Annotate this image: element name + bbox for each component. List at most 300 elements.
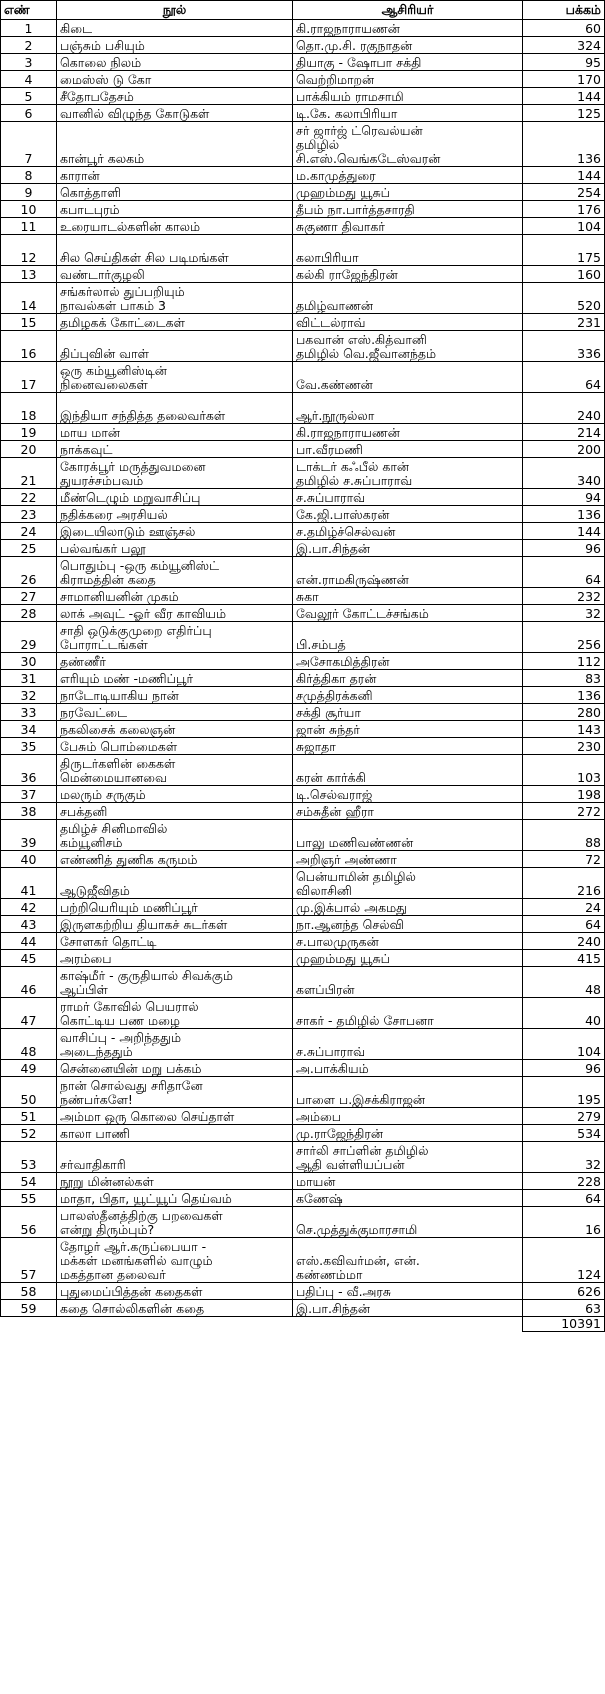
book-title-line: ஆப்பிள்: [60, 982, 108, 997]
page-count: 198: [523, 786, 605, 803]
page-count: 96: [523, 1060, 605, 1077]
book-title-line: சில செய்திகள் சில படிமங்கள்: [60, 250, 229, 265]
page-count: 170: [523, 71, 605, 88]
table-row: [1, 122, 605, 167]
book-title-line: நதிக்கரை அரசியல்: [60, 507, 168, 522]
book-author-line: தீபம் நா.பார்த்தசாரதி: [296, 202, 415, 217]
book-title: [57, 967, 293, 998]
row-number: 53: [1, 1142, 57, 1173]
row-number: 23: [1, 506, 57, 523]
table-row: [1, 314, 605, 331]
book-title: [57, 670, 293, 687]
page-count: 72: [523, 851, 605, 868]
row-number: 25: [1, 540, 57, 557]
book-title-line: சாமானியனின் முகம்: [60, 589, 179, 604]
book-author-line: கலாபிரியா: [296, 250, 359, 265]
page-count: 175: [523, 235, 605, 266]
book-title-line: வண்டார்குழலி: [60, 267, 145, 282]
book-author-line: சுகுணா திவாகர்: [296, 219, 385, 234]
page-count: 104: [523, 218, 605, 235]
book-title-line: கொட்டிய பண மழை: [60, 1013, 180, 1028]
page-count: 228: [523, 1173, 605, 1190]
book-author-line: களப்பிரன்: [296, 982, 355, 997]
row-number: 49: [1, 1060, 57, 1077]
book-author: [293, 933, 523, 950]
book-author: [293, 588, 523, 605]
book-author-line: கே.ஜி.பாஸ்கரன்: [296, 507, 390, 522]
total-spacer: [1, 1317, 57, 1332]
row-number: 17: [1, 362, 57, 393]
book-title: [57, 998, 293, 1029]
book-author-line: மு.இக்பால் அகமது: [296, 900, 407, 915]
row-number: 5: [1, 88, 57, 105]
book-author-line: ச.சுப்பாராவ்: [296, 1044, 366, 1059]
book-title-line: பல்வங்கர் பலூ: [60, 541, 146, 556]
table-row: [1, 967, 605, 998]
row-number: 16: [1, 331, 57, 362]
book-author-line: ஜான் சுந்தர்: [296, 722, 360, 737]
book-title-line: தண்ணீர்: [60, 654, 106, 669]
book-author-line: தமிழில் வெ.ஜீவானந்தம்: [296, 346, 437, 361]
row-number: 56: [1, 1207, 57, 1238]
page-count: 214: [523, 424, 605, 441]
table-row: [1, 868, 605, 899]
book-author-line: கண்ணம்மா: [296, 1267, 363, 1282]
row-number: 13: [1, 266, 57, 283]
book-title-line: கொத்தாளி: [60, 185, 121, 200]
table-row: [1, 1173, 605, 1190]
row-number: 30: [1, 653, 57, 670]
book-title: [57, 899, 293, 916]
book-author: [293, 622, 523, 653]
book-author: [293, 122, 523, 167]
row-number: 7: [1, 122, 57, 167]
page-count: 125: [523, 105, 605, 122]
row-number: 20: [1, 441, 57, 458]
table-row: [1, 653, 605, 670]
table-row: [1, 1207, 605, 1238]
page-count: 88: [523, 820, 605, 851]
book-title: [57, 489, 293, 506]
page-count: 96: [523, 540, 605, 557]
table-row: [1, 557, 605, 588]
row-number: 44: [1, 933, 57, 950]
book-title: [57, 362, 293, 393]
book-title-line: தமிழகக் கோட்டைகள்: [60, 315, 185, 330]
page-count: 200: [523, 441, 605, 458]
book-title: [57, 458, 293, 489]
row-number: 26: [1, 557, 57, 588]
book-author-line: ஆர்.நூருல்லா: [296, 408, 375, 423]
book-author: [293, 670, 523, 687]
book-title-line: கபாடபுரம்: [60, 202, 120, 217]
book-title-line: வாசிப்பு - அறிந்ததும்: [60, 1030, 182, 1045]
book-author: [293, 362, 523, 393]
book-title: [57, 37, 293, 54]
book-author-line: வே.கண்ணன்: [296, 377, 373, 392]
row-number: 31: [1, 670, 57, 687]
table-row: [1, 362, 605, 393]
book-author-line: தமிழில்: [296, 137, 340, 152]
row-number: 19: [1, 424, 57, 441]
book-author: [293, 266, 523, 283]
row-number: 52: [1, 1125, 57, 1142]
book-title: [57, 88, 293, 105]
row-number: 27: [1, 588, 57, 605]
page-count: 144: [523, 167, 605, 184]
book-title-line: கிடை: [60, 21, 93, 36]
page-count: 124: [523, 1238, 605, 1283]
book-author-line: சமுத்திரக்கனி: [296, 688, 373, 703]
page-count: 254: [523, 184, 605, 201]
book-author: [293, 506, 523, 523]
book-author-line: டாக்டர் கஃபீல் கான்: [296, 459, 410, 474]
row-number: 1: [1, 20, 57, 37]
book-title-line: சபக்தனி: [60, 804, 108, 819]
page-count: 64: [523, 1190, 605, 1207]
book-author-line: முஹம்மது யூசுப்: [296, 185, 390, 200]
book-title: [57, 105, 293, 122]
book-author: [293, 1283, 523, 1300]
book-title: [57, 1029, 293, 1060]
table-row: [1, 540, 605, 557]
book-title-line: நாடோடியாகிய நான்: [60, 688, 179, 703]
book-title: [57, 424, 293, 441]
book-title-line: தமிழ்ச் சினிமாவில்: [60, 821, 168, 836]
book-title-line: காரான்: [60, 168, 100, 183]
row-number: 18: [1, 393, 57, 424]
book-title: [57, 314, 293, 331]
header-title: நூல்: [57, 1, 293, 20]
table-row: [1, 687, 605, 704]
book-title: [57, 786, 293, 803]
table-row: [1, 105, 605, 122]
book-title: [57, 704, 293, 721]
book-title-line: சாதி ஒடுக்குமுறை எதிர்ப்பு: [60, 623, 212, 638]
book-title-line: போராட்டங்கள்: [60, 637, 148, 652]
book-title: [57, 1283, 293, 1300]
page-count: 240: [523, 393, 605, 424]
table-row: [1, 331, 605, 362]
book-author-line: பதிப்பு - வீ.அரசு: [296, 1284, 392, 1299]
book-title: [57, 540, 293, 557]
book-author: [293, 1238, 523, 1283]
book-title: [57, 1207, 293, 1238]
table-row: [1, 1077, 605, 1108]
page-count: 63: [523, 1300, 605, 1317]
book-title-line: ஆடுஜீவிதம்: [60, 883, 130, 898]
book-author: [293, 738, 523, 755]
book-author: [293, 458, 523, 489]
row-number: 39: [1, 820, 57, 851]
book-title: [57, 738, 293, 755]
book-title-line: பொதும்பு -ஒரு கம்யூனிஸ்ட்: [60, 558, 220, 573]
book-title: [57, 201, 293, 218]
book-title: [57, 235, 293, 266]
table-row: [1, 605, 605, 622]
total-spacer: [293, 1317, 523, 1332]
table-row: [1, 755, 605, 786]
table-row: [1, 1238, 605, 1283]
book-title-line: மென்மையானவை: [60, 770, 167, 785]
book-title: [57, 283, 293, 314]
book-author: [293, 314, 523, 331]
book-author-line: கி.ராஜநாராயணன்: [296, 21, 400, 36]
book-title-line: திருடர்களின் கைகள்: [60, 756, 176, 771]
row-number: 36: [1, 755, 57, 786]
row-number: 32: [1, 687, 57, 704]
page-count: 143: [523, 721, 605, 738]
book-title: [57, 622, 293, 653]
row-number: 21: [1, 458, 57, 489]
book-author-line: பா.வீரமணி: [296, 442, 363, 457]
book-title: [57, 557, 293, 588]
book-title: [57, 54, 293, 71]
row-number: 57: [1, 1238, 57, 1283]
page-count: 626: [523, 1283, 605, 1300]
book-title: [57, 441, 293, 458]
book-author: [293, 71, 523, 88]
book-title-line: நாக்கவுட்: [60, 442, 113, 457]
book-author-line: பாக்கியம் ராமசாமி: [296, 89, 404, 104]
book-title: [57, 721, 293, 738]
page-count: 231: [523, 314, 605, 331]
table-row: [1, 1029, 605, 1060]
book-title: [57, 588, 293, 605]
header-row: [1, 1, 605, 20]
book-title: [57, 653, 293, 670]
book-author: [293, 557, 523, 588]
page-count: 136: [523, 122, 605, 167]
book-author: [293, 1300, 523, 1317]
page-count: 24: [523, 899, 605, 916]
table-row: [1, 218, 605, 235]
book-author-line: பாளை ப.இசக்கிராஜன்: [296, 1092, 426, 1107]
book-title-line: மாய மான்: [60, 425, 120, 440]
book-title: [57, 851, 293, 868]
book-author-line: முஹம்மது யூசுப்: [296, 951, 390, 966]
table-row: [1, 721, 605, 738]
row-number: 8: [1, 167, 57, 184]
book-title-line: இருளகற்றிய தியாகச் சுடர்கள்: [60, 917, 228, 932]
row-number: 29: [1, 622, 57, 653]
book-author: [293, 1108, 523, 1125]
total-row: [1, 1317, 605, 1332]
header-number: எண்: [1, 1, 57, 20]
book-title-line: வானில் விழுந்த கோடுகள்: [60, 106, 210, 121]
book-author: [293, 605, 523, 622]
book-author: [293, 998, 523, 1029]
book-author: [293, 201, 523, 218]
book-author: [293, 1190, 523, 1207]
table-row: [1, 458, 605, 489]
book-author: [293, 950, 523, 967]
row-number: 40: [1, 851, 57, 868]
book-author-line: சம்சுதீன் ஹீரா: [296, 804, 374, 819]
table-row: [1, 1300, 605, 1317]
book-author: [293, 916, 523, 933]
page-count: 240: [523, 933, 605, 950]
row-number: 6: [1, 105, 57, 122]
page-count: 95: [523, 54, 605, 71]
table-row: [1, 738, 605, 755]
table-row: [1, 670, 605, 687]
page-count: 60: [523, 20, 605, 37]
row-number: 58: [1, 1283, 57, 1300]
book-title: [57, 1173, 293, 1190]
table-row: [1, 393, 605, 424]
row-number: 48: [1, 1029, 57, 1060]
row-number: 55: [1, 1190, 57, 1207]
book-title-line: லாக் அவுட் -ஓர் வீர காவியம்: [60, 606, 227, 621]
book-author: [293, 967, 523, 998]
row-number: 15: [1, 314, 57, 331]
book-title: [57, 755, 293, 786]
header-pages: பக்கம்: [523, 1, 605, 20]
page-count: 280: [523, 704, 605, 721]
table-row: [1, 167, 605, 184]
book-title-line: சங்கர்லால் துப்பறியும்: [60, 284, 185, 299]
table-row: [1, 441, 605, 458]
book-title: [57, 393, 293, 424]
row-number: 9: [1, 184, 57, 201]
book-title: [57, 1060, 293, 1077]
page-count: 232: [523, 588, 605, 605]
book-title: [57, 20, 293, 37]
book-title: [57, 820, 293, 851]
table-row: [1, 950, 605, 967]
page-count: 16: [523, 1207, 605, 1238]
book-author-line: அசோகமித்திரன்: [296, 654, 390, 669]
table-row: [1, 201, 605, 218]
book-author-line: ச.சுப்பாராவ்: [296, 490, 366, 505]
row-number: 2: [1, 37, 57, 54]
page-count: 195: [523, 1077, 605, 1108]
book-title-line: சர்வாதிகாரி: [60, 1157, 126, 1172]
row-number: 12: [1, 235, 57, 266]
page-count: 520: [523, 283, 605, 314]
book-author-line: ச.தமிழ்ச்செல்வன்: [296, 524, 396, 539]
book-author-line: நா.ஆனந்த செல்வி: [296, 917, 404, 932]
book-author-line: கல்கி ராஜேந்திரன்: [296, 267, 398, 282]
book-author: [293, 37, 523, 54]
book-title-line: காஷ்மீர் - குருதியால் சிவக்கும்: [60, 968, 233, 983]
table-row: [1, 266, 605, 283]
book-author: [293, 283, 523, 314]
book-title: [57, 605, 293, 622]
book-author-line: எஸ்.கவிவர்மன், என்.: [296, 1253, 420, 1268]
row-number: 3: [1, 54, 57, 71]
book-author: [293, 1077, 523, 1108]
book-title-line: என்று திரும்பும்?: [60, 1222, 155, 1237]
table-row: [1, 283, 605, 314]
table-row: [1, 1125, 605, 1142]
header-author: ஆசிரியர்: [293, 1, 523, 20]
page-count: 32: [523, 1142, 605, 1173]
book-title-line: நண்பர்களே!: [60, 1092, 133, 1107]
book-author-line: ஆதி வள்ளியப்பன்: [296, 1157, 405, 1172]
book-author-line: பி.சம்பத்: [296, 637, 346, 652]
book-author: [293, 653, 523, 670]
book-title: [57, 71, 293, 88]
book-author: [293, 755, 523, 786]
table-row: [1, 704, 605, 721]
row-number: 34: [1, 721, 57, 738]
book-author-line: விட்டல்ராவ்: [296, 315, 366, 330]
book-title: [57, 122, 293, 167]
book-title-line: கம்யூனிசம்: [60, 835, 123, 850]
book-title-line: ஒரு கம்யூனிஸ்டின்: [60, 363, 167, 378]
page-count: 216: [523, 868, 605, 899]
page-count: 160: [523, 266, 605, 283]
book-title-line: மக்கள் மனங்களில் வாழும்: [60, 1253, 213, 1268]
table-row: [1, 1142, 605, 1173]
book-title-line: காலா பாணி: [60, 1126, 130, 1141]
book-title-line: சென்னையின் மறு பக்கம்: [60, 1061, 202, 1076]
row-number: 22: [1, 489, 57, 506]
book-author-line: அ.பாக்கியம்: [296, 1061, 369, 1076]
page-count: 272: [523, 803, 605, 820]
book-title-line: நினைவலைகள்: [60, 377, 148, 392]
table-row: [1, 1190, 605, 1207]
book-title: [57, 1108, 293, 1125]
page-count: 112: [523, 653, 605, 670]
book-author-line: வெற்றிமாறன்: [296, 72, 375, 87]
page-count: 176: [523, 201, 605, 218]
book-title-line: எண்ணித் துணிக கருமம்: [60, 852, 198, 867]
book-author: [293, 899, 523, 916]
book-title-line: ராமர் கோவில் பெயரால்: [60, 999, 199, 1014]
book-author: [293, 105, 523, 122]
page-count: 336: [523, 331, 605, 362]
table-row: [1, 933, 605, 950]
row-number: 50: [1, 1077, 57, 1108]
book-author-line: கிர்த்திகா தரன்: [296, 671, 377, 686]
book-author: [293, 235, 523, 266]
page-count: 324: [523, 37, 605, 54]
book-author: [293, 868, 523, 899]
book-title: [57, 266, 293, 283]
page-count: 256: [523, 622, 605, 653]
book-author-line: அறிஞர் அண்ணா: [296, 852, 397, 867]
book-title: [57, 1142, 293, 1173]
table-row: [1, 588, 605, 605]
row-number: 59: [1, 1300, 57, 1317]
book-author: [293, 167, 523, 184]
book-author-line: சர் ஜார்ஜ் ட்ரெவல்யன்: [296, 123, 423, 138]
book-author-line: டி.கே. கலாபிரியா: [296, 106, 398, 121]
row-number: 47: [1, 998, 57, 1029]
row-number: 11: [1, 218, 57, 235]
book-title: [57, 523, 293, 540]
book-title-line: நூறு மின்னல்கள்: [60, 1174, 154, 1189]
book-title-line: நகலிசைக் கலைஞன்: [60, 722, 176, 737]
book-author: [293, 687, 523, 704]
book-author: [293, 820, 523, 851]
book-author-line: கணேஷ்: [296, 1191, 343, 1206]
row-number: 35: [1, 738, 57, 755]
book-author: [293, 1060, 523, 1077]
page-count: 103: [523, 755, 605, 786]
book-author: [293, 523, 523, 540]
book-title-line: நான் சொல்வது சரிதானே: [60, 1078, 203, 1093]
book-author-line: தமிழில் ச.சுப்பாராவ்: [296, 473, 413, 488]
book-title-line: கொலை நிலம்: [60, 55, 142, 70]
book-author: [293, 1207, 523, 1238]
table-row: [1, 20, 605, 37]
book-author: [293, 1029, 523, 1060]
book-author: [293, 20, 523, 37]
